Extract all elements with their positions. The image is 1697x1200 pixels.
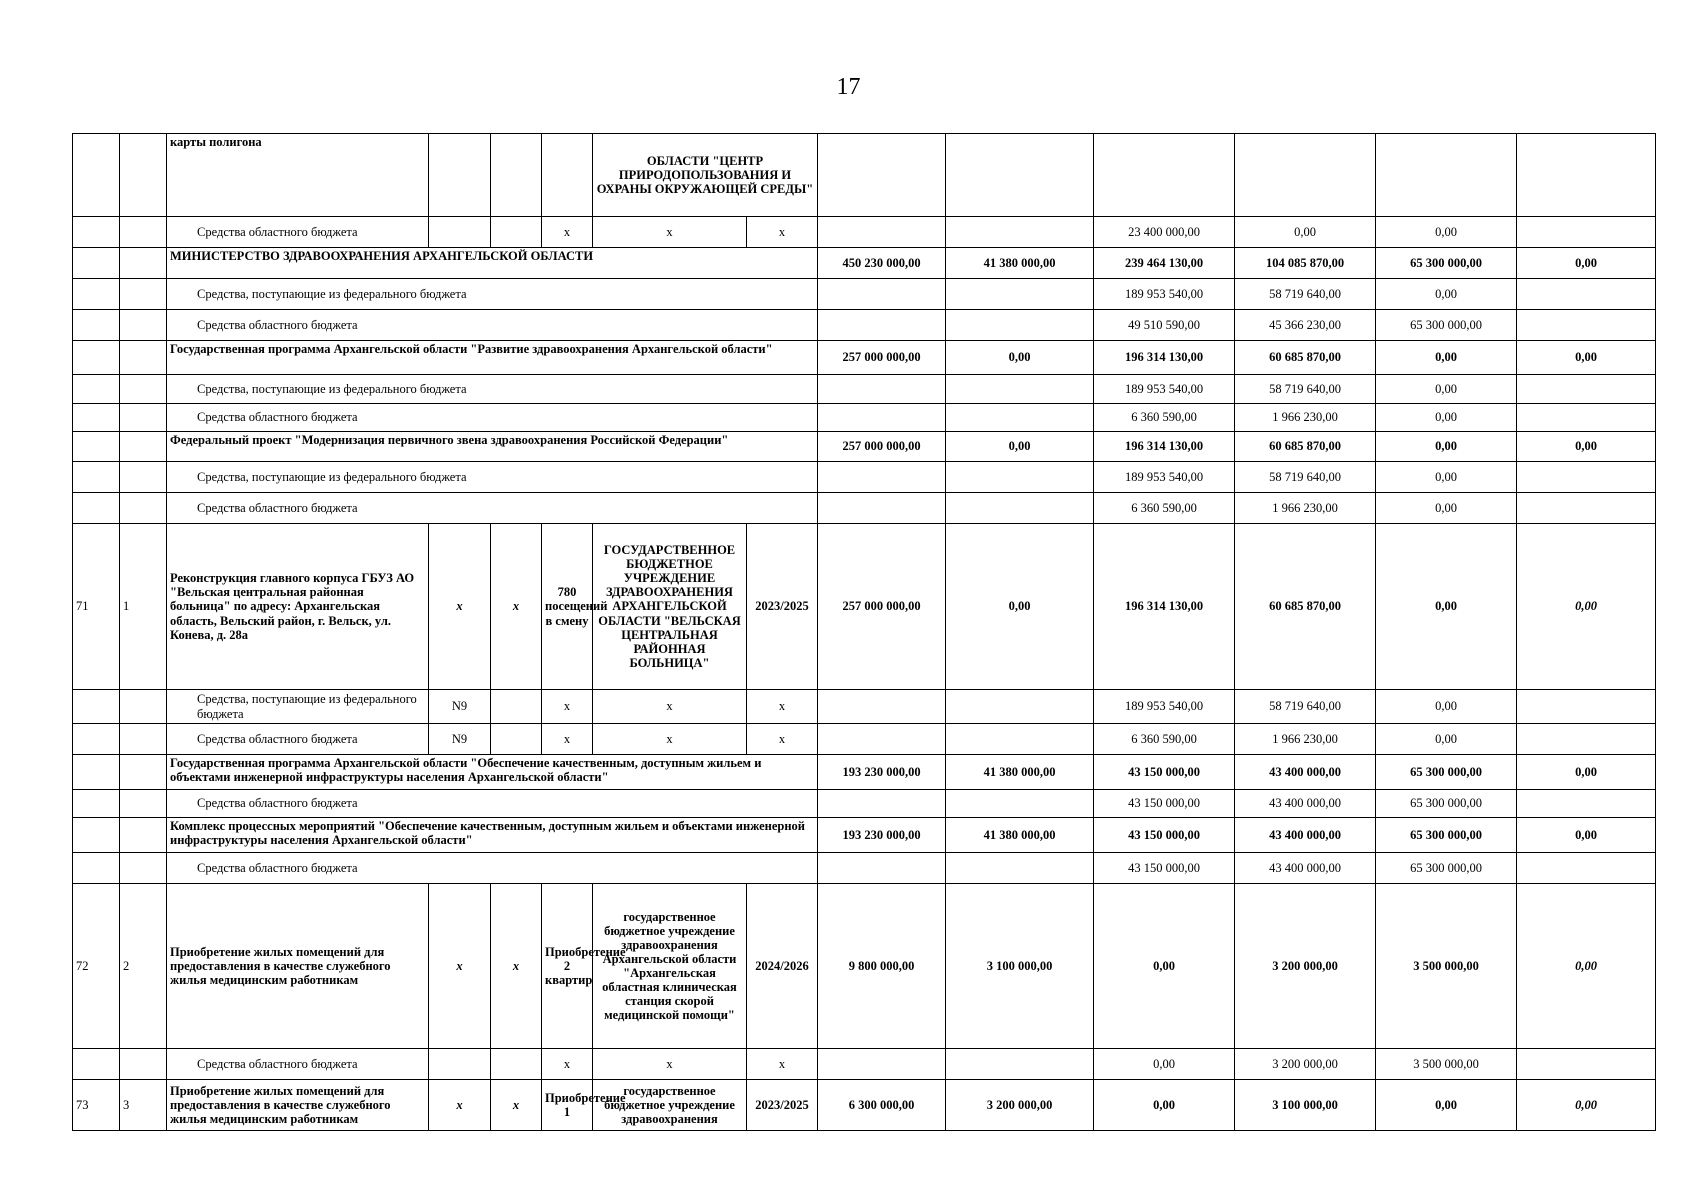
row-number: 73 [73, 1080, 120, 1131]
capacity-cell: 780 посещений в смену [542, 524, 593, 690]
item-number: 3 [120, 1080, 167, 1131]
period-cell: х [747, 724, 818, 755]
funding-source: Средства областного бюджета [167, 724, 429, 755]
table-row [73, 462, 1656, 493]
amount-2024: 43 150 000,00 [1094, 755, 1235, 790]
process-complex-name: Комплекс процессных мероприятий "Обеспечение качественным, доступным жильем и объектами инженерной инфраструктуры населения Архангельской области" [167, 818, 818, 853]
table-row [73, 279, 1656, 310]
amount-total: 9 800 000,00 [818, 884, 946, 1049]
amount-2024: 0,00 [1094, 1080, 1235, 1131]
amount-total: 257 000 000,00 [818, 432, 946, 462]
page-number: 17 [836, 74, 861, 100]
amount-total: 450 230 000,00 [818, 248, 946, 279]
code-cell: N9 [429, 690, 491, 724]
amount-2024: 189 953 540,00 [1094, 279, 1235, 310]
amount-2024: 0,00 [1094, 1049, 1235, 1080]
amount-total: 257 000 000,00 [818, 524, 946, 690]
amount-2026: 0,00 [1376, 493, 1517, 524]
amount-2025: 43 400 000,00 [1235, 790, 1376, 818]
amount-later: 0,00 [1517, 432, 1656, 462]
funding-source: Средства областного бюджета [167, 217, 429, 248]
amount-spent: 3 100 000,00 [946, 884, 1094, 1049]
amount-total: 257 000 000,00 [818, 341, 946, 375]
code-cell: х [491, 884, 542, 1049]
amount-2025: 104 085 870,00 [1235, 248, 1376, 279]
amount-2025: 1 966 230,00 [1235, 493, 1376, 524]
amount-2024: 189 953 540,00 [1094, 375, 1235, 404]
amount-2025: 60 685 870,00 [1235, 524, 1376, 690]
amount-2025: 43 400 000,00 [1235, 755, 1376, 790]
table-row [73, 724, 1656, 755]
amount-2025: 58 719 640,00 [1235, 279, 1376, 310]
customer-cell: х [593, 690, 747, 724]
period-cell: 2024/2026 [747, 884, 818, 1049]
amount-2024: 43 150 000,00 [1094, 853, 1235, 884]
budget-table [72, 133, 1656, 1131]
amount-2024: 239 464 130,00 [1094, 248, 1235, 279]
customer-cell: государственное бюджетное учреждение здравоохранения [593, 1080, 747, 1131]
amount-2026: 0,00 [1376, 217, 1517, 248]
amount-2024: 43 150 000,00 [1094, 818, 1235, 853]
amount-2025: 1 966 230,00 [1235, 404, 1376, 432]
capacity-cell: Приобретение 1 [542, 1080, 593, 1131]
table-row [73, 1049, 1656, 1080]
table-row [73, 1080, 1656, 1131]
amount-2026: 0,00 [1376, 404, 1517, 432]
ministry-name: МИНИСТЕРСТВО ЗДРАВООХРАНЕНИЯ АРХАНГЕЛЬСКОЙ ОБЛАСТИ [167, 248, 818, 279]
table-row [73, 404, 1656, 432]
amount-2026: 0,00 [1376, 462, 1517, 493]
funding-source: Средства областного бюджета [167, 310, 818, 341]
customer-cell: х [593, 1049, 747, 1080]
amount-2025: 58 719 640,00 [1235, 375, 1376, 404]
amount-2026: 0,00 [1376, 279, 1517, 310]
customer-cell: ГОСУДАРСТВЕННОЕ БЮДЖЕТНОЕ УЧРЕЖДЕНИЕ ЗДРАВООХРАНЕНИЯ АРХАНГЕЛЬСКОЙ ОБЛАСТИ "ВЕЛЬСКАЯ ЦЕНТРАЛЬНАЯ РАЙОННАЯ БОЛЬНИЦА" [593, 524, 747, 690]
amount-later: 0,00 [1517, 524, 1656, 690]
amount-2026: 0,00 [1376, 1080, 1517, 1131]
amount-2026: 65 300 000,00 [1376, 755, 1517, 790]
period-cell: х [747, 217, 818, 248]
amount-2026: 0,00 [1376, 690, 1517, 724]
table-row [73, 134, 1656, 217]
capacity-cell: х [542, 724, 593, 755]
table-row [73, 884, 1656, 1049]
amount-later: 0,00 [1517, 755, 1656, 790]
table-row [73, 790, 1656, 818]
table-row [73, 755, 1656, 790]
program-name: Государственная программа Архангельской области "Обеспечение качественным, доступным жильем и объектами инженерной инфраструктуры населения Архангельской области" [167, 755, 818, 790]
amount-later: 0,00 [1517, 818, 1656, 853]
amount-2025: 1 966 230,00 [1235, 724, 1376, 755]
amount-2024: 0,00 [1094, 884, 1235, 1049]
funding-source: Средства областного бюджета [167, 790, 818, 818]
amount-2025: 3 100 000,00 [1235, 1080, 1376, 1131]
object-name: Реконструкция главного корпуса ГБУЗ АО "Вельская центральная районная больница" по адресу: Архангельская область, Вельский район, г. Вельск, ул. Конева, д. 28а [167, 524, 429, 690]
table-row [73, 493, 1656, 524]
amount-spent: 41 380 000,00 [946, 755, 1094, 790]
amount-2024: 6 360 590,00 [1094, 493, 1235, 524]
amount-2026: 0,00 [1376, 524, 1517, 690]
capacity-cell: х [542, 217, 593, 248]
capacity-cell: х [542, 690, 593, 724]
amount-2026: 65 300 000,00 [1376, 248, 1517, 279]
amount-2024: 196 314 130,00 [1094, 341, 1235, 375]
amount-2025: 3 200 000,00 [1235, 884, 1376, 1049]
table-row [73, 524, 1656, 690]
amount-later: 0,00 [1517, 248, 1656, 279]
amount-spent: 0,00 [946, 524, 1094, 690]
amount-total: 6 300 000,00 [818, 1080, 946, 1131]
amount-2024: 189 953 540,00 [1094, 462, 1235, 493]
amount-2025: 43 400 000,00 [1235, 818, 1376, 853]
table-row [73, 341, 1656, 375]
amount-2024: 196 314 130,00 [1094, 432, 1235, 462]
table-row [73, 690, 1656, 724]
amount-later: 0,00 [1517, 1080, 1656, 1131]
project-name: Федеральный проект "Модернизация первичного звена здравоохранения Российской Федерации" [167, 432, 818, 462]
amount-total: 193 230 000,00 [818, 818, 946, 853]
program-name: Государственная программа Архангельской области "Развитие здравоохранения Архангельской области" [167, 341, 818, 375]
funding-source: Средства областного бюджета [167, 1049, 429, 1080]
amount-spent: 0,00 [946, 432, 1094, 462]
code-cell: х [429, 1080, 491, 1131]
amount-2026: 0,00 [1376, 375, 1517, 404]
amount-spent: 41 380 000,00 [946, 818, 1094, 853]
amount-2026: 65 300 000,00 [1376, 853, 1517, 884]
funding-source: Средства, поступающие из федерального бюджета [167, 375, 818, 404]
row-number: 72 [73, 884, 120, 1049]
amount-later: 0,00 [1517, 341, 1656, 375]
code-cell: х [491, 1080, 542, 1131]
amount-spent: 0,00 [946, 341, 1094, 375]
funding-source: Средства, поступающие из федерального бюджета [167, 690, 429, 724]
amount-2025: 45 366 230,00 [1235, 310, 1376, 341]
amount-later: 0,00 [1517, 884, 1656, 1049]
amount-2024: 6 360 590,00 [1094, 724, 1235, 755]
item-number: 2 [120, 884, 167, 1049]
capacity-cell: х [542, 1049, 593, 1080]
amount-2024: 6 360 590,00 [1094, 404, 1235, 432]
amount-2026: 0,00 [1376, 341, 1517, 375]
customer-cell: х [593, 217, 747, 248]
period-cell: х [747, 1049, 818, 1080]
funding-source: Средства, поступающие из федерального бюджета [167, 279, 818, 310]
code-cell: х [429, 884, 491, 1049]
amount-2025: 58 719 640,00 [1235, 462, 1376, 493]
amount-2026: 65 300 000,00 [1376, 310, 1517, 341]
funding-source: Средства областного бюджета [167, 493, 818, 524]
period-cell: 2023/2025 [747, 524, 818, 690]
row-number: 71 [73, 524, 120, 690]
code-cell: N9 [429, 724, 491, 755]
capacity-cell: Приобретение 2 квартир [542, 884, 593, 1049]
amount-2025: 58 719 640,00 [1235, 690, 1376, 724]
amount-2024: 43 150 000,00 [1094, 790, 1235, 818]
amount-total: 193 230 000,00 [818, 755, 946, 790]
amount-2026: 65 300 000,00 [1376, 818, 1517, 853]
table-row [73, 432, 1656, 462]
amount-2025: 60 685 870,00 [1235, 341, 1376, 375]
amount-2026: 0,00 [1376, 724, 1517, 755]
organization-name: ОБЛАСТИ "ЦЕНТР ПРИРОДОПОЛЬЗОВАНИЯ И ОХРАНЫ ОКРУЖАЮЩЕЙ СРЕДЫ" [593, 134, 818, 217]
table-row [73, 310, 1656, 341]
amount-2025: 0,00 [1235, 217, 1376, 248]
amount-2024: 189 953 540,00 [1094, 690, 1235, 724]
amount-2024: 23 400 000,00 [1094, 217, 1235, 248]
item-number: 1 [120, 524, 167, 690]
code-cell: х [491, 524, 542, 690]
funding-source: Средства областного бюджета [167, 853, 818, 884]
period-cell: х [747, 690, 818, 724]
amount-2024: 196 314 130,00 [1094, 524, 1235, 690]
table-row [73, 248, 1656, 279]
amount-spent: 41 380 000,00 [946, 248, 1094, 279]
amount-2025: 60 685 870,00 [1235, 432, 1376, 462]
code-cell: х [429, 524, 491, 690]
amount-2026: 65 300 000,00 [1376, 790, 1517, 818]
amount-spent: 3 200 000,00 [946, 1080, 1094, 1131]
amount-2026: 3 500 000,00 [1376, 884, 1517, 1049]
amount-2025: 3 200 000,00 [1235, 1049, 1376, 1080]
object-name: Приобретение жилых помещений для предоставления в качестве служебного жилья медицинским работникам [167, 884, 429, 1049]
amount-2025: 43 400 000,00 [1235, 853, 1376, 884]
customer-cell: государственное бюджетное учреждение здравоохранения Архангельской области "Архангельская областная клиническая станция скорой медицинской помощи" [593, 884, 747, 1049]
customer-cell: х [593, 724, 747, 755]
object-name: карты полигона [167, 134, 429, 217]
amount-2026: 3 500 000,00 [1376, 1049, 1517, 1080]
table-row [73, 217, 1656, 248]
amount-2026: 0,00 [1376, 432, 1517, 462]
period-cell: 2023/2025 [747, 1080, 818, 1131]
table-row [73, 375, 1656, 404]
table-row [73, 853, 1656, 884]
object-name: Приобретение жилых помещений для предоставления в качестве служебного жилья медицинским работникам [167, 1080, 429, 1131]
table-row [73, 818, 1656, 853]
funding-source: Средства областного бюджета [167, 404, 818, 432]
funding-source: Средства, поступающие из федерального бюджета [167, 462, 818, 493]
amount-2024: 49 510 590,00 [1094, 310, 1235, 341]
